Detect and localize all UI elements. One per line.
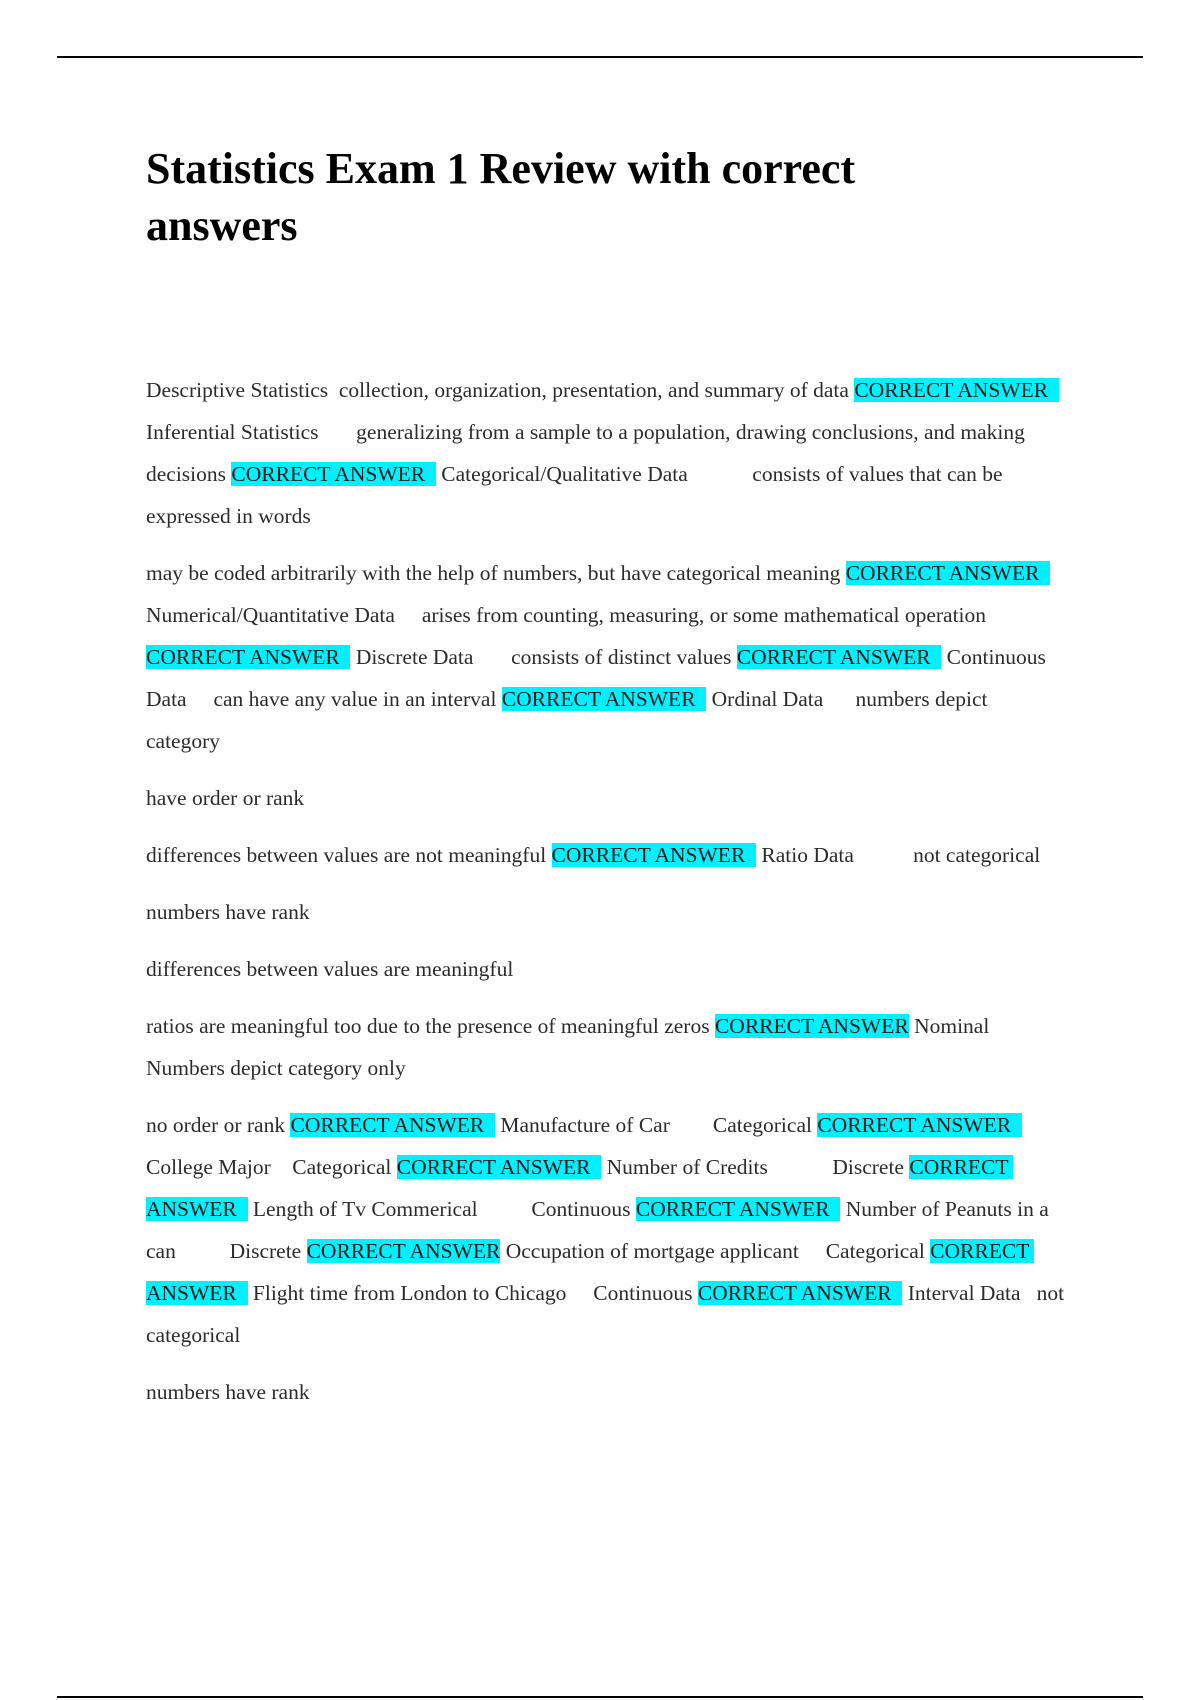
correct-answer-highlight: CORRECT ANSWER	[396, 1155, 602, 1179]
correct-answer-highlight: CORRECT ANSWER	[501, 687, 707, 711]
text-segment: College Major Categorical	[146, 1113, 1028, 1179]
correct-answer-highlight: CORRECT ANSWER	[635, 1197, 841, 1221]
text-segment: numbers have rank	[146, 900, 310, 924]
text-segment: Manufacture of Car Categorical	[494, 1113, 818, 1137]
correct-answer-highlight: CORRECT ANSWER	[146, 1155, 1013, 1221]
correct-answer-highlight: CORRECT ANSWER	[306, 1239, 501, 1263]
paragraph	[146, 552, 1066, 762]
text-segment: numbers have rank	[146, 1380, 310, 1404]
text-segment: Interval Data not categorical	[146, 1281, 1070, 1347]
correct-answer-highlight: CORRECT ANSWER	[714, 1014, 909, 1038]
correct-answer-highlight: CORRECT ANSWER	[736, 645, 942, 669]
paragraph	[146, 834, 1066, 876]
paragraph	[146, 948, 1066, 990]
text-segment: Numerical/Quantitative Data arises from counting, measuring, or some mathematical operation	[146, 561, 1056, 627]
correct-answer-highlight: CORRECT ANSWER	[854, 378, 1059, 402]
correct-answer-highlight: CORRECT ANSWER	[845, 561, 1051, 585]
bottom-rule	[57, 1696, 1143, 1698]
correct-answer-highlight: CORRECT ANSWER	[146, 645, 351, 669]
paragraph	[146, 1371, 1066, 1413]
text-segment: no order or rank	[146, 1113, 291, 1137]
text-segment: Categorical/Qualitative Data consists of values that can be expressed in words	[146, 462, 1008, 528]
document-page	[146, 140, 1070, 1428]
paragraph	[146, 1005, 1066, 1089]
correct-answer-highlight: CORRECT ANSWER	[146, 1239, 1034, 1305]
correct-answer-highlight: CORRECT ANSWER	[817, 1113, 1022, 1137]
document-title: Statistics Exam 1 Review with correct answers	[146, 144, 856, 250]
text-segment: Occupation of mortgage applicant Categorical	[500, 1239, 931, 1263]
text-segment: Continuous Data can have any value in an interval	[146, 645, 1052, 711]
paragraph	[146, 369, 1066, 537]
correct-answer-highlight: CORRECT ANSWER	[551, 843, 757, 867]
correct-answer-highlight: CORRECT ANSWER	[697, 1281, 903, 1305]
text-segment: differences between values are not meaningful	[146, 843, 552, 867]
text-segment: Inferential Statistics generalizing from a sample to a population, drawing conclusions, and making decisions	[146, 378, 1065, 486]
top-rule	[57, 56, 1143, 58]
text-segment: Ordinal Data numbers depict category	[146, 687, 993, 753]
text-segment: have order or rank	[146, 786, 305, 810]
paragraph	[146, 891, 1066, 933]
document-body	[146, 369, 1070, 1413]
correct-answer-highlight: CORRECT ANSWER	[231, 462, 436, 486]
text-segment: Length of Tv Commerical Continuous	[247, 1197, 636, 1221]
text-segment: Number of Credits Discrete	[601, 1155, 910, 1179]
text-segment: Ratio Data not categorical	[756, 843, 1041, 867]
text-segment: Number of Peanuts in a can Discrete	[146, 1197, 1055, 1263]
text-segment: Flight time from London to Chicago Continuous	[247, 1281, 698, 1305]
text-segment: Nominal Numbers depict category only	[146, 1014, 1044, 1080]
paragraph	[146, 777, 1066, 819]
text-segment: may be coded arbitrarily with the help of numbers, but have categorical meaning	[146, 561, 846, 585]
correct-answer-highlight: CORRECT ANSWER	[290, 1113, 495, 1137]
text-segment: differences between values are meaningful	[146, 957, 514, 981]
text-segment: Descriptive Statistics collection, organization, presentation, and summary of data	[146, 378, 855, 402]
text-segment: ratios are meaningful too due to the presence of meaningful zeros	[146, 1014, 715, 1038]
paragraph	[146, 1104, 1070, 1356]
text-segment: Discrete Data consists of distinct values	[350, 645, 737, 669]
